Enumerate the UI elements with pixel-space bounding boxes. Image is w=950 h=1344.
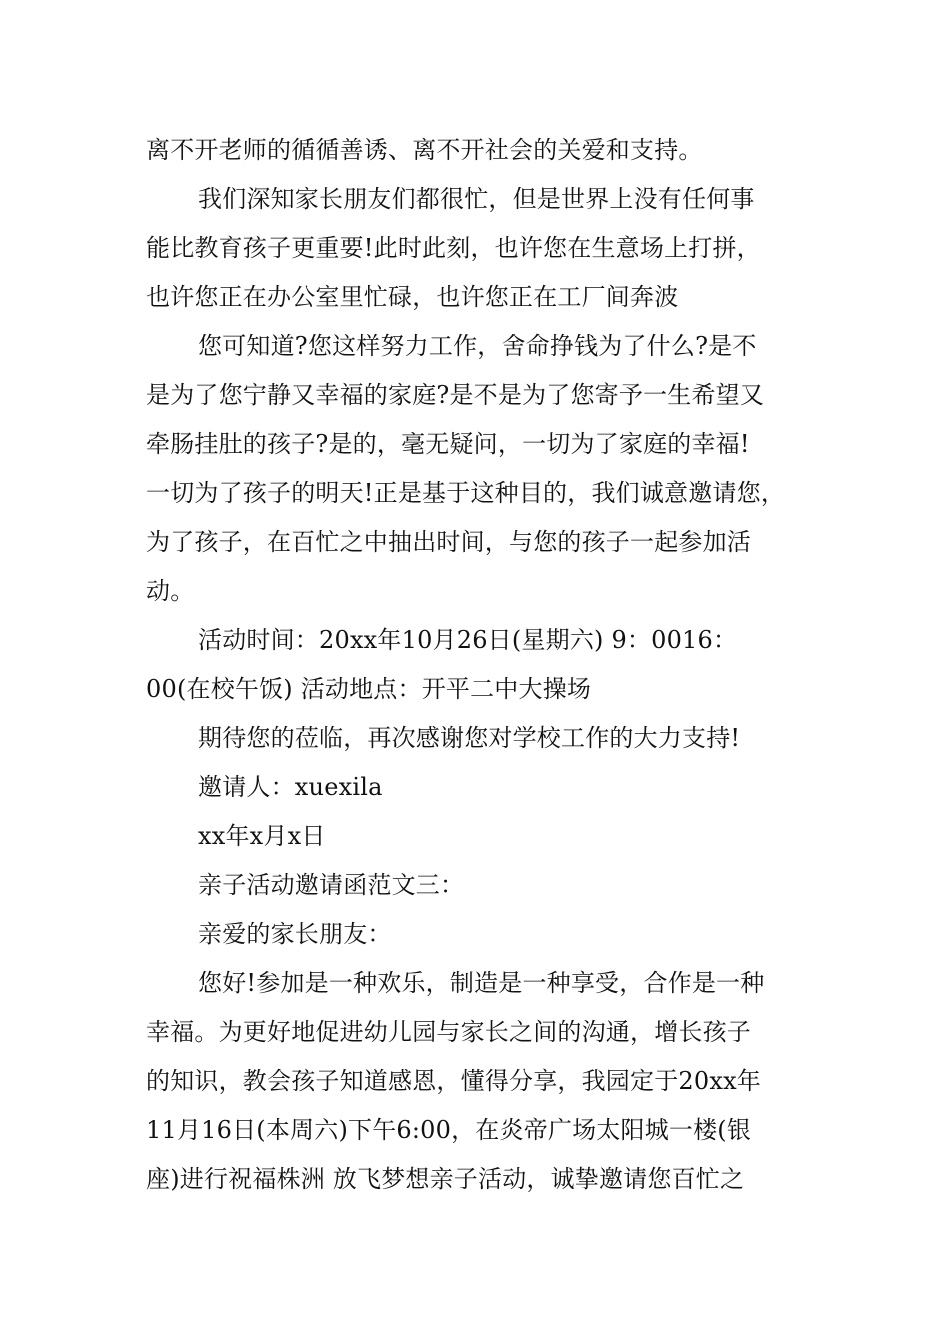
text-line: 您好!参加是一种欢乐，制造是一种享受，合作是一种 [198, 969, 765, 997]
text-line: 幸福。为更好地促进幼儿园与家长之间的沟通，增长孩子 [146, 1018, 751, 1046]
text-line: 期待您的莅临，再次感谢您对学校工作的大力支持! [198, 724, 741, 752]
section-heading: 亲子活动邀请函范文三： [198, 871, 465, 899]
activity-time-line: 活动时间：20xx年10月26日(星期六) 9：0016： [198, 626, 738, 654]
text-line: 离不开老师的循循善诱、离不开社会的关爱和支持。 [146, 136, 703, 164]
document-body [146, 126, 836, 1204]
text-line: 您可知道?您这样努力工作，舍命挣钱为了什么?是不 [198, 332, 757, 360]
text-line: 动。 [146, 577, 195, 605]
text-line: 是为了您宁静又幸福的家庭?是不是为了您寄予一生希望又 [146, 381, 765, 409]
activity-location-line: 00(在校午饭) 活动地点：开平二中大操场 [146, 675, 592, 703]
text-line: 能比教育孩子更重要!此时此刻，也许您在生意场上打拼， [146, 234, 761, 262]
inviter-line: 邀请人：xuexila [198, 773, 383, 801]
text-line: 我们深知家长朋友们都很忙，但是世界上没有任何事 [198, 185, 755, 213]
text-line: 座)进行祝福株洲 放飞梦想亲子活动，诚挚邀请您百忙之 [146, 1165, 745, 1193]
text-line: 一切为了孩子的明天!正是基于这种目的，我们诚意邀请您， [146, 479, 786, 507]
date-line: xx年x月x日 [198, 822, 326, 850]
salutation-line: 亲爱的家长朋友： [198, 920, 392, 948]
text-line: 为了孩子，在百忙之中抽出时间，与您的孩子一起参加活 [146, 528, 751, 556]
text-line: 牵肠挂肚的孩子?是的，毫无疑问，一切为了家庭的幸福! [146, 430, 750, 458]
text-line: 也许您正在办公室里忙碌，也许您正在工厂间奔波 [146, 283, 679, 311]
text-line: 11月16日(本周六)下午6:00，在炎帝广场太阳城一楼(银 [146, 1116, 752, 1144]
text-line: 的知识，教会孩子知道感恩，懂得分享，我园定于20xx年 [146, 1067, 762, 1095]
